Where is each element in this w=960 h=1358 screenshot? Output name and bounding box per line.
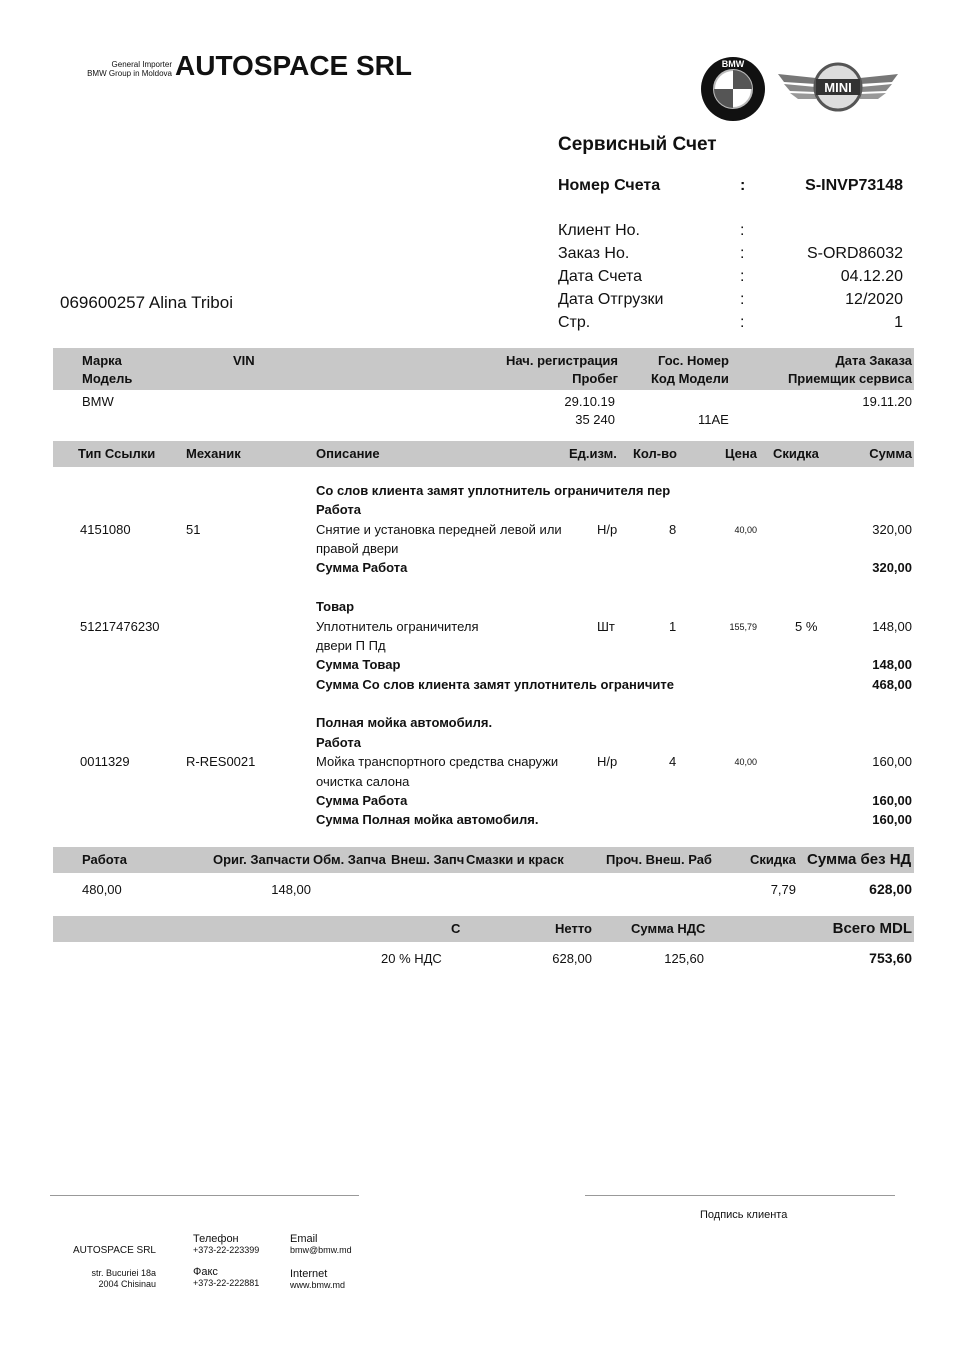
col-description: Описание [316,446,380,461]
line-desc: Уплотнитель ограничителя [316,619,479,634]
summary-col-net: Сумма без НД [807,851,912,868]
footer-phone: +373-22-223399 [193,1245,260,1255]
line-unit: Н/р [597,754,618,769]
mini-logo-icon [776,62,900,112]
group-subtitle: Товар [316,599,355,614]
tax-rate: 20 % НДС [381,951,442,966]
line-ref: 4151080 [80,522,131,537]
field-label: Заказ Но. [558,245,630,262]
vehicle-col-plate: Гос. Номер [658,353,729,368]
col-ref-type: Тип Ссылки [78,446,156,461]
vehicle-first-reg: 29.10.19 [564,394,615,409]
invoice-number-label: Номер Счета [558,177,661,194]
field-value: 12/2020 [845,291,903,308]
colon: : [740,245,745,262]
colon: : [740,268,745,285]
vehicle-col-order-date: Дата Заказа [835,353,912,368]
mini-logo-text: MINI [824,80,852,95]
field-value: 1 [894,314,903,331]
importer-line2: BMW Group in Moldova [87,69,172,78]
line-qty: 8 [669,522,677,537]
footer-fax-label: Факс [193,1266,218,1278]
subtotal-label: Сумма Товар [316,657,401,672]
vehicle-col-model: Модель [82,371,133,386]
line-mechanic: R-RES0021 [186,754,256,769]
tax-net: 628,00 [552,951,592,966]
company-name: AUTOSPACE SRL [175,50,412,81]
signature-line-left [50,1195,359,1196]
line-desc: Снятие и установка передней левой или [316,522,562,537]
group-subtitle: Работа [316,735,361,750]
group-total-label: Сумма Полная мойка автомобиля. [316,812,539,827]
line-sum: 320,00 [872,522,912,537]
footer-email-label: Email [290,1233,318,1245]
line-ref: 51217476230 [80,619,160,634]
summary-labor: 480,00 [82,882,122,897]
field-value: S-ORD86032 [806,245,903,262]
line-price: 40,00 [734,525,757,535]
colon: : [740,314,745,331]
invoice-number-value: S-INVP73148 [805,177,903,194]
line-ref: 0011329 [80,754,130,769]
col-unit: Ед.изм. [569,446,617,461]
footer-fax: +373-22-222881 [193,1278,260,1288]
signature-label: Подпись клиента [700,1209,788,1221]
summary-col-other: Проч. Внеш. Раб [606,852,712,867]
line-unit: Н/р [597,522,618,537]
line-price: 40,00 [734,757,757,767]
line-desc: Мойка транспортного средства снаружи [316,754,559,769]
field-label: Дата Отгрузки [558,291,664,308]
bmw-logo-icon [700,56,766,122]
line-mechanic: 51 [186,522,201,537]
colon: : [740,291,745,308]
tax-col-net: Нетто [555,921,592,936]
importer-line1: General Importer [111,60,172,69]
group-subtitle: Работа [316,502,361,517]
tax-col-vat: Сумма НДС [631,921,706,936]
importer-note [70,60,172,78]
footer-company: AUTOSPACE SRL [73,1245,156,1256]
summary-col-lubes: Смазки и краск [466,852,564,867]
field-label: Стр. [558,314,591,331]
footer-address1: str. Bucuriei 18a [91,1268,156,1278]
line-qty: 4 [669,754,677,769]
vehicle-col-make: Марка [82,353,122,368]
vehicle-mileage: 35 240 [575,412,615,427]
signature-line-right [585,1195,895,1196]
vehicle-col-vin: VIN [233,353,255,368]
subtotal-value: 320,00 [872,560,912,575]
field-label: Дата Счета [558,268,642,285]
line-sum: 148,00 [872,619,912,634]
line-desc: двери П Пд [316,638,386,653]
tax-vat: 125,60 [664,951,704,966]
footer-phone-label: Телефон [193,1233,239,1245]
bmw-logo-text: BMW [721,59,745,69]
summary-col-labor: Работа [82,852,127,867]
subtotal-value: 148,00 [872,657,912,672]
colon: : [740,177,746,194]
colon: : [740,222,745,239]
group-total-label: Сумма Со слов клиента замят уплотнитель ограничите [316,677,675,692]
vehicle-col-receiver: Приемщик сервиса [787,371,912,386]
line-qty: 1 [669,619,677,634]
footer-website[interactable]: www.bmw.md [290,1280,346,1290]
tax-col-rate: С [451,921,461,936]
col-mechanic: Механик [186,446,241,461]
group-total-value: 160,00 [872,812,912,827]
field-label: Клиент Но. [558,222,640,239]
summary-net: 628,00 [869,881,912,897]
field-value: 04.12.20 [840,268,903,285]
client-name: 069600257 Alina Triboi [60,293,233,312]
col-sum: Сумма [869,446,912,461]
invoice-title: Сервисный Счет [558,134,717,155]
vehicle-col-first-reg: Нач. регистрация [506,353,618,368]
col-price: Цена [725,446,757,461]
subtotal-label: Сумма Работа [316,560,408,575]
summary-col-orig-parts: Ориг. Запчасти [213,852,310,867]
subtotal-label: Сумма Работа [316,793,408,808]
summary-discount: 7,79 [770,882,796,897]
footer-address2: 2004 Chisinau [98,1279,156,1289]
subtotal-value: 160,00 [872,793,912,808]
vehicle-order-date: 19.11.20 [862,394,912,409]
tax-header-bar [53,916,914,942]
line-unit: Шт [597,619,615,634]
col-qty: Кол-во [633,446,677,461]
line-discount: 5 % [795,619,818,634]
summary-col-exch-parts: Обм. Запча [313,852,386,867]
vehicle-col-mileage: Пробег [572,371,618,386]
line-desc: правой двери [316,541,399,556]
group-title: Со слов клиента замят уплотнитель ограничителя пер [316,483,671,498]
vehicle-make: BMW [82,394,114,409]
line-price: 155,79 [729,622,757,632]
footer-email[interactable]: bmw@bmw.md [290,1245,352,1255]
line-desc: очистка салона [316,774,410,789]
summary-col-discount: Скидка [750,852,796,867]
group-title: Полная мойка автомобиля. [316,715,493,730]
footer-internet-label: Internet [290,1268,328,1280]
group-total-value: 468,00 [872,677,912,692]
line-sum: 160,00 [872,754,912,769]
summary-orig-parts: 148,00 [271,882,311,897]
vehicle-model-code: 11AE [698,412,729,427]
summary-col-ext-parts: Внеш. Запч [391,852,465,867]
tax-col-total: Всего MDL [832,920,912,937]
vehicle-col-model-code: Код Модели [651,371,729,386]
tax-total: 753,60 [869,950,912,966]
col-discount: Скидка [773,446,819,461]
